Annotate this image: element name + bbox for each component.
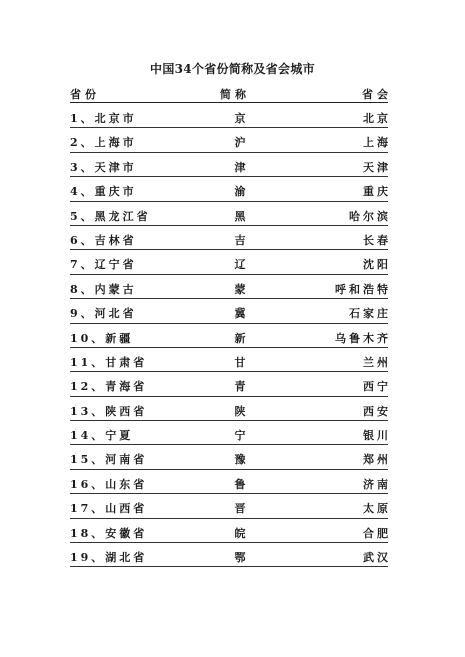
province-cell: 9、河北省 xyxy=(70,307,137,321)
abbreviation-cell: 渝 xyxy=(234,185,246,199)
province-cell: 11、甘肃省 xyxy=(70,355,148,369)
table-row xyxy=(70,153,391,177)
province-cell: 4、重庆市 xyxy=(70,185,137,199)
abbreviation-cell: 鲁 xyxy=(234,477,246,491)
table-row xyxy=(70,348,391,372)
table-row xyxy=(70,128,391,152)
table-row xyxy=(70,202,391,226)
table-row xyxy=(70,104,391,128)
table-row xyxy=(70,226,391,250)
province-cell: 14、宁夏 xyxy=(70,429,134,443)
capital-cell: 哈尔滨 xyxy=(349,209,391,223)
table-row xyxy=(70,299,391,323)
province-cell: 2、上海市 xyxy=(70,136,137,150)
capital-cell: 重庆 xyxy=(363,185,391,199)
abbreviation-cell: 皖 xyxy=(234,526,246,540)
capital-cell: 天津 xyxy=(363,160,391,174)
header-abbreviation: 简称 xyxy=(220,88,250,101)
abbreviation-cell: 甘 xyxy=(234,355,246,369)
province-cell: 18、安徽省 xyxy=(70,526,148,540)
table-row xyxy=(70,324,391,348)
abbreviation-cell: 晋 xyxy=(234,502,246,516)
province-cell: 8、内蒙古 xyxy=(70,282,137,296)
capital-cell: 郑州 xyxy=(363,453,391,467)
province-cell: 15、河南省 xyxy=(70,453,148,467)
table-row xyxy=(70,470,391,494)
abbreviation-cell: 蒙 xyxy=(234,282,246,296)
abbreviation-cell: 津 xyxy=(234,160,246,174)
table-row xyxy=(70,397,391,421)
table-row xyxy=(70,445,391,469)
capital-cell: 呼和浩特 xyxy=(335,282,391,296)
abbreviation-cell: 宁 xyxy=(234,429,246,443)
table-row xyxy=(70,543,391,567)
table-header xyxy=(70,86,392,101)
abbreviation-cell: 吉 xyxy=(234,233,246,247)
province-cell: 10、新疆 xyxy=(70,331,134,345)
table-row xyxy=(70,250,391,274)
province-cell: 13、陕西省 xyxy=(70,404,148,418)
header-province: 省份 xyxy=(70,88,100,101)
table-row xyxy=(70,177,391,201)
capital-cell: 长春 xyxy=(363,233,391,247)
page-title: 中国34个省份简称及省会城市 xyxy=(150,62,315,76)
capital-cell: 济南 xyxy=(363,477,391,491)
table-row xyxy=(70,275,391,299)
abbreviation-cell: 陕 xyxy=(234,404,246,418)
capital-cell: 乌鲁木齐 xyxy=(335,331,391,345)
capital-cell: 西宁 xyxy=(363,380,391,394)
capital-cell: 北京 xyxy=(363,112,391,125)
table-row xyxy=(70,494,391,518)
province-cell: 6、吉林省 xyxy=(70,233,137,247)
province-cell: 16、山东省 xyxy=(70,477,148,491)
abbreviation-cell: 京 xyxy=(234,112,246,125)
abbreviation-cell: 黑 xyxy=(234,209,246,223)
capital-cell: 兰州 xyxy=(363,355,391,369)
capital-cell: 银川 xyxy=(363,429,391,443)
capital-cell: 武汉 xyxy=(363,551,391,565)
capital-cell: 上海 xyxy=(363,136,391,150)
province-cell: 5、黑龙江省 xyxy=(70,209,151,223)
province-cell: 7、辽宁省 xyxy=(70,258,137,272)
capital-cell: 太原 xyxy=(363,502,391,516)
abbreviation-cell: 青 xyxy=(234,380,246,394)
abbreviation-cell: 辽 xyxy=(234,258,246,272)
abbreviation-cell: 豫 xyxy=(234,453,246,467)
capital-cell: 西安 xyxy=(363,404,391,418)
abbreviation-cell: 鄂 xyxy=(234,551,246,565)
table-row xyxy=(70,421,391,445)
table-row xyxy=(70,519,391,543)
province-cell: 3、天津市 xyxy=(70,160,137,174)
capital-cell: 石家庄 xyxy=(349,307,391,321)
province-cell: 19、湖北省 xyxy=(70,551,148,565)
capital-cell: 沈阳 xyxy=(363,258,391,272)
province-cell: 12、青海省 xyxy=(70,380,148,394)
header-capital: 省会 xyxy=(362,88,392,101)
abbreviation-cell: 冀 xyxy=(234,307,246,321)
province-cell: 1、北京市 xyxy=(70,112,137,125)
province-cell: 17、山西省 xyxy=(70,502,148,516)
table-row xyxy=(70,372,391,396)
capital-cell: 合肥 xyxy=(363,526,391,540)
abbreviation-cell: 沪 xyxy=(234,136,246,150)
header-divider xyxy=(70,102,388,103)
province-table xyxy=(70,104,391,567)
abbreviation-cell: 新 xyxy=(234,331,246,345)
